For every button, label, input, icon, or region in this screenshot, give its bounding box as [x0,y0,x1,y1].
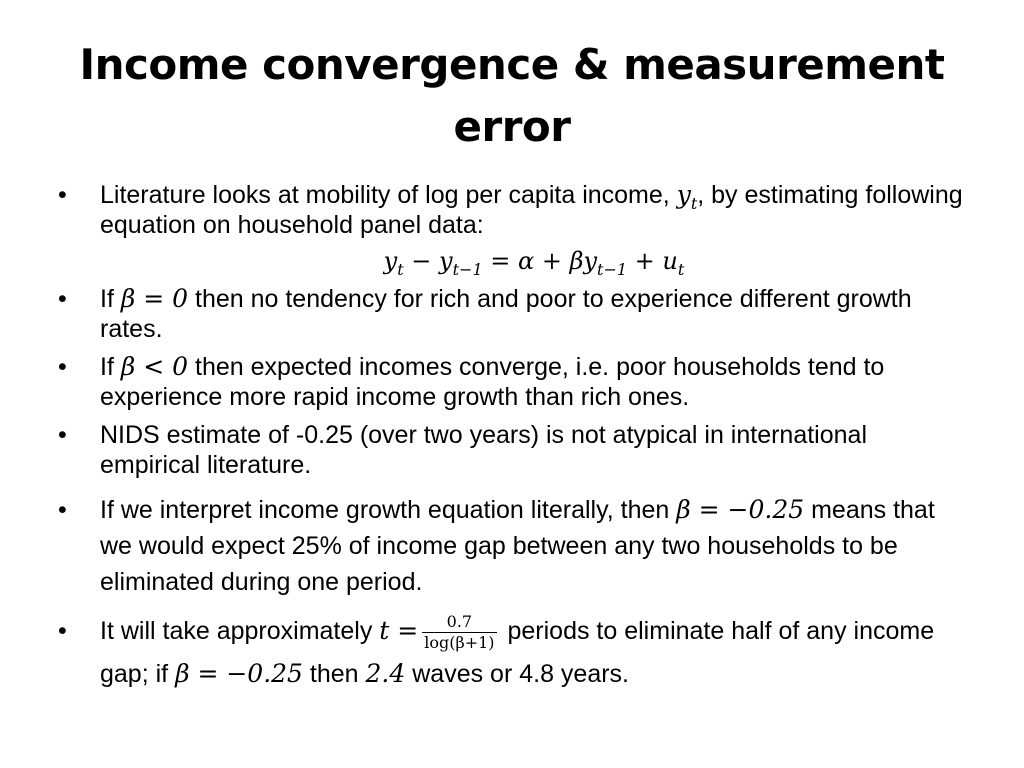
bullet-marker-icon [58,420,78,450]
bullet-text: then expected incomes converge, i.e. poor households tend to experience more rapid income growth than rich ones. [100,353,885,411]
bullet-item-nids [58,420,968,480]
bullet-list [58,180,968,695]
math-waves-value: 2.4 [365,658,406,688]
bullet-marker-icon [58,492,78,528]
slide-title: Income convergence & measurement error [79,40,945,151]
bullet-marker-icon [58,610,78,652]
math-t-equals: t = [379,616,419,645]
bullet-item-beta-zero [58,284,968,344]
bullet-marker-icon [58,284,78,314]
fraction-denominator: log(β+1) [424,632,495,652]
bullet-item-beta-negative [58,352,968,412]
bullet-text: then [302,659,366,688]
bullet-text: If [100,285,121,313]
math-beta-lt-zero: β < 0 [120,352,189,381]
bullet-text: Literature looks at mobility of log per capita income, [100,181,677,209]
bullet-text: periods to eliminate half of any income gap; if [100,617,935,688]
bullet-item-half-life [58,610,968,695]
bullet-text: If we interpret income growth equation literally, then [100,496,677,524]
fraction-numerator: 0.7 [422,612,496,633]
bullet-item-mobility [58,180,968,280]
bullet-text: NIDS estimate of -0.25 (over two years) is not atypical in international empirical literature. [100,421,868,479]
bullet-text: It will take approximately [100,617,380,645]
bullet-text: If [100,353,121,381]
growth-equation: $y_t - y_{t-1} = \alpha + \beta y_{t-1} + u_t$ [383,247,685,279]
math-beta-value: β = −0.25 [175,658,303,688]
math-beta-eq-zero: β = 0 [120,284,189,313]
bullet-text: , by estimating following equation on household panel data: [100,181,963,239]
bullet-text: means that we would expect 25% of income gap between any two households to be eliminated during one period. [100,496,935,596]
math-beta-value: β = −0.25 [676,495,805,524]
bullet-marker-icon [58,180,78,210]
bullet-text: waves or 4.8 years. [405,659,630,688]
bullet-item-interpretation [58,492,968,600]
math-y-t: $y_t$ [676,180,698,213]
bullet-text: then no tendency for rich and poor to experience different growth rates. [100,285,912,343]
half-life-fraction [422,612,496,653]
bullet-marker-icon [58,352,78,382]
